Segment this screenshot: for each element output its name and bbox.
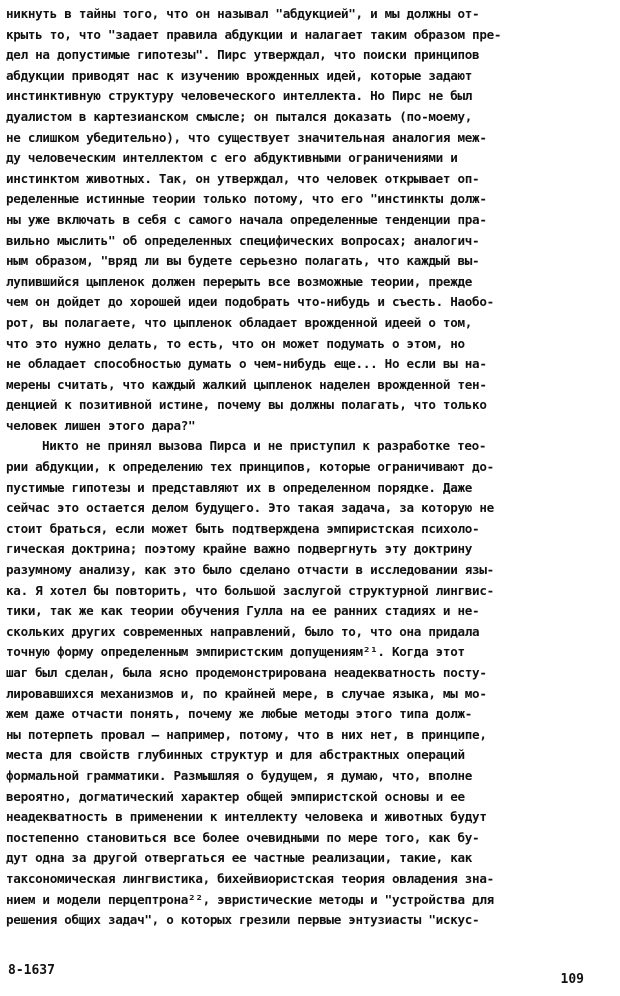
page-number: 109 bbox=[560, 972, 584, 987]
text-line: денцией к позитивной истине, почему вы должны полагать, что только bbox=[6, 397, 487, 413]
text-line: инстинктом животных. Так, он утверждал, что человек открывает оп- bbox=[6, 170, 480, 186]
text-line: постепенно становиться все более очевидными по мере того, как бу- bbox=[6, 829, 480, 845]
text-line: дут одна за другой отвергаться ее частные реализации, такие, как bbox=[6, 850, 473, 866]
text-line: неадекватность в применении к интеллекту человека и животных будут bbox=[6, 809, 487, 825]
text-line: сейчас это остается делом будущего. Это такая задача, за которую не bbox=[6, 500, 494, 516]
text-line: таксономическая лингвистика, бихейвиористская теория овладения зна- bbox=[6, 870, 494, 886]
text-line: рот, вы полагаете, что цыпленок обладает врожденной идеей о том, bbox=[6, 314, 473, 330]
text-line: не обладает способностью думать о чем-нибудь еще... Но если вы на- bbox=[6, 356, 487, 372]
text-line: рии абдукции, к определению тех принципов, которые ограничивают до- bbox=[6, 459, 494, 475]
paragraph-start-line: Никто не принял вызова Пирса и не приступил к разработке тео- bbox=[42, 438, 487, 454]
text-line: гическая доктрина; поэтому крайне важно подвергнуть эту доктрину bbox=[6, 541, 473, 557]
text-line: ка. Я хотел бы повторить, что большой заслугой структурной лингвис- bbox=[6, 582, 494, 598]
text-line: дел на допустимые гипотезы". Пирс утверждал, что поиски принципов bbox=[6, 47, 480, 63]
printer-signature: 8-1637 bbox=[8, 963, 55, 978]
text-line: места для свойств глубинных структур и для абстрактных операций bbox=[6, 747, 465, 763]
text-line: никнуть в тайны того, что он называл "абдукцией", и мы должны от- bbox=[6, 6, 480, 21]
text-line: жем даже отчасти понять, почему же любые методы этого типа долж- bbox=[6, 706, 473, 722]
text-line: мерены считать, что каждый жалкий цыпленок наделен врожденной тен- bbox=[6, 376, 487, 392]
text-line: вероятно, догматический характер общей эмпиристской основы и ее bbox=[6, 788, 465, 804]
text-line: формальной грамматики. Размышляя о будущем, я думаю, что, вполне bbox=[6, 767, 473, 783]
text-line: ду человеческим интеллектом с его абдуктивными ограничениями и bbox=[6, 150, 458, 166]
text-line: абдукции приводят нас к изучению врожденных идей, которые задают bbox=[6, 67, 473, 83]
text-line: стоит браться, если может быть подтверждена эмпиристская психоло- bbox=[6, 520, 480, 536]
text-line: пустимые гипотезы и представляют их в определенном порядке. Даже bbox=[6, 479, 473, 495]
text-line: точную форму определенным эмпиристским допущениям²¹. Когда этот bbox=[6, 644, 465, 660]
text-line: лупившийся цыпленок должен перерыть все возможные теории, прежде bbox=[6, 273, 473, 289]
text-line: ны уже включать в себя с самого начала определенные тенденции пра- bbox=[6, 211, 487, 227]
text-line: шаг был сделан, была ясно продемонстрирована неадекватность посту- bbox=[6, 665, 487, 680]
text-line: разумному анализу, как это было сделано отчасти в исследовании язы- bbox=[6, 562, 494, 578]
text-line: нием и модели перцептрона²², эвристические методы и "устройства для bbox=[6, 891, 494, 907]
text-line: скольких других современных направлений, было то, что она придала bbox=[6, 623, 480, 639]
text-line: тики, так же как теории обучения Гулла на ее ранних стадиях и не- bbox=[6, 603, 480, 619]
text-line: ределенные истинные теории только потому, что его "инстинкты долж- bbox=[6, 191, 487, 207]
text-line: крыть то, что "задает правила абдукции и налагает таким образом пре- bbox=[6, 26, 502, 42]
body-text bbox=[6, 4, 610, 931]
text-line: инстинктивную структуру человеческого интеллекта. Но Пирс не был bbox=[6, 88, 473, 104]
text-line: вильно мыслить" об определенных специфических вопросах; аналогич- bbox=[6, 232, 480, 248]
text-line: не слишком убедительно), что существует значительная аналогия меж- bbox=[6, 129, 487, 145]
text-line: человек лишен этого дара?" bbox=[6, 417, 196, 433]
text-line: чем он дойдет до хорошей идеи подобрать что-нибудь и съесть. Наобо- bbox=[6, 294, 494, 310]
text-line: дуалистом в картезианском смысле; он пытался доказать (по-моему, bbox=[6, 108, 473, 124]
text-line: ным образом, "вряд ли вы будете серьезно полагать, что каждый вы- bbox=[6, 253, 480, 269]
text-line: лировавшихся механизмов и, по крайней мере, в случае языка, мы мо- bbox=[6, 685, 487, 701]
text-line: ны потерпеть провал — например, потому, что в них нет, в принципе, bbox=[6, 726, 487, 742]
text-line: что это нужно делать, то есть, что он может подумать о этом, но bbox=[6, 335, 465, 351]
text-line: решения общих задач", о которых грезили первые энтузиасты "искус- bbox=[6, 912, 480, 928]
